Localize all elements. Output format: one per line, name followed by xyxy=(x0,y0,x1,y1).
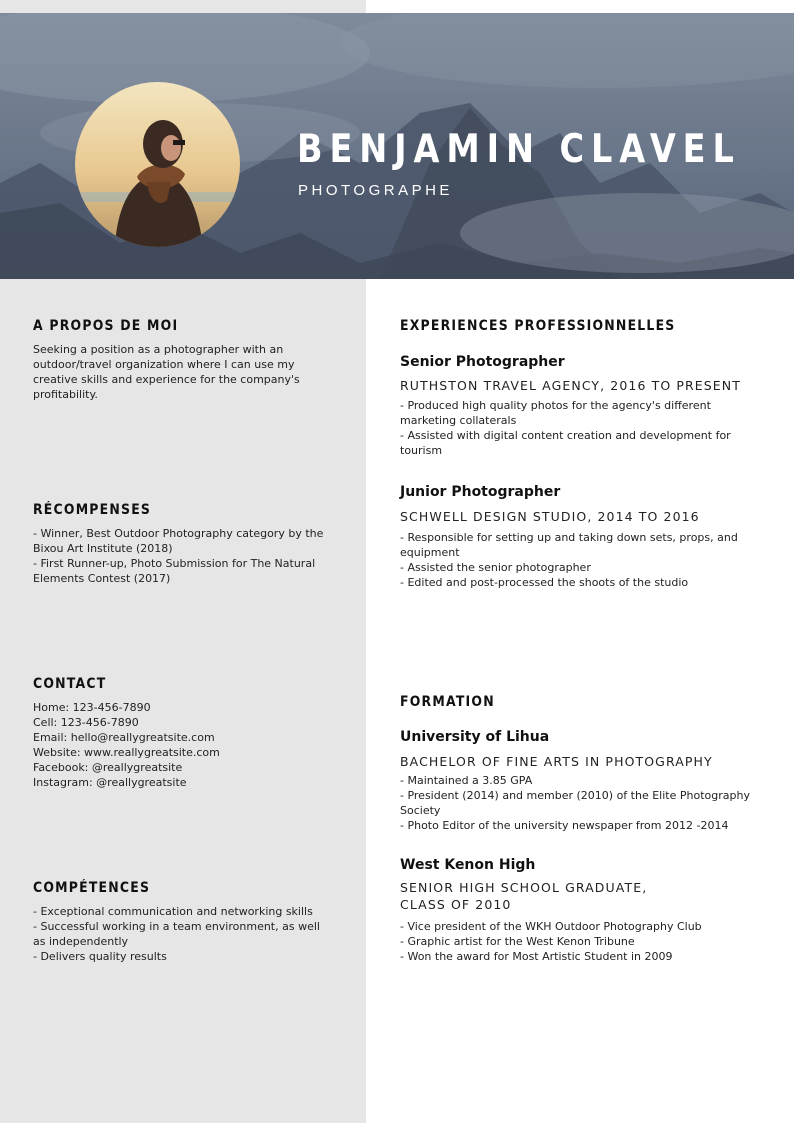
school-bullets xyxy=(400,919,750,964)
list-item: - Delivers quality results xyxy=(33,950,167,963)
profile-photo xyxy=(75,82,240,247)
school-degree: SENIOR HIGH SCHOOL GRADUATE, xyxy=(400,880,648,895)
contact-facebook: Facebook: @reallygreatsite xyxy=(33,761,183,774)
job-bullets xyxy=(400,530,750,590)
school-title: West Kenon High xyxy=(400,857,536,873)
contact-home: Home: 123-456-7890 xyxy=(33,701,151,714)
job-organization: RUTHSTON TRAVEL AGENCY, 2016 TO PRESENT xyxy=(400,378,741,393)
awards-title: RÉCOMPENSES xyxy=(33,502,152,518)
header-banner xyxy=(0,13,794,279)
list-item: - Winner, Best Outdoor Photography category by the Bixou Art Institute (2018) xyxy=(33,527,324,555)
candidate-role: PHOTOGRAPHE xyxy=(298,182,453,199)
school-degree-line-2: CLASS OF 2010 xyxy=(400,897,512,912)
job-title: Senior Photographer xyxy=(400,354,565,370)
school-bullets xyxy=(400,773,750,833)
list-item: - Assisted the senior photographer xyxy=(400,561,591,574)
about-text: Seeking a position as a photographer with an outdoor/travel organization where I can use my creative skills and experience for the company's profitability. xyxy=(33,343,300,401)
list-item: - Edited and post-processed the shoots of the studio xyxy=(400,576,689,589)
school-title: University of Lihua xyxy=(400,729,550,745)
contact-instagram: Instagram: @reallygreatsite xyxy=(33,776,187,789)
list-item: - Won the award for Most Artistic Student in 2009 xyxy=(400,950,673,963)
person-photo-illustration xyxy=(75,82,240,247)
job-title: Junior Photographer xyxy=(400,484,561,500)
list-item: - First Runner-up, Photo Submission for The Natural Elements Contest (2017) xyxy=(33,557,316,585)
contact-list xyxy=(33,700,333,790)
about-text-block xyxy=(33,342,323,402)
contact-title: CONTACT xyxy=(33,676,107,692)
list-item: - Photo Editor of the university newspaper from 2012 -2014 xyxy=(400,819,729,832)
experience-title: EXPERIENCES PROFESSIONNELLES xyxy=(400,318,676,334)
awards-list xyxy=(33,526,333,586)
contact-cell: Cell: 123-456-7890 xyxy=(33,716,139,729)
school-degree: BACHELOR OF FINE ARTS IN PHOTOGRAPHY xyxy=(400,754,713,769)
list-item: - Graphic artist for the West Kenon Tribune xyxy=(400,935,635,948)
list-item: - Vice president of the WKH Outdoor Photography Club xyxy=(400,920,702,933)
skills-title: COMPÉTENCES xyxy=(33,880,151,896)
list-item: - Produced high quality photos for the agency's different marketing collaterals xyxy=(400,399,711,427)
list-item: - Successful working in a team environment, as well as independently xyxy=(33,920,320,948)
about-title: A PROPOS DE MOI xyxy=(33,318,179,334)
list-item: - Responsible for setting up and taking down sets, props, and equipment xyxy=(400,531,738,559)
contact-website: Website: www.reallygreatsite.com xyxy=(33,746,220,759)
list-item: - Assisted with digital content creation and development for tourism xyxy=(400,429,731,457)
job-bullets xyxy=(400,398,750,458)
job-organization: SCHWELL DESIGN STUDIO, 2014 TO 2016 xyxy=(400,509,700,524)
skills-list xyxy=(33,904,333,964)
contact-email: Email: hello@reallygreatsite.com xyxy=(33,731,215,744)
candidate-name: BENJAMIN CLAVEL xyxy=(297,127,741,172)
list-item: - Exceptional communication and networking skills xyxy=(33,905,313,918)
list-item: - Maintained a 3.85 GPA xyxy=(400,774,533,787)
list-item: - President (2014) and member (2010) of the Elite Photography Society xyxy=(400,789,750,817)
education-title: FORMATION xyxy=(400,694,495,710)
